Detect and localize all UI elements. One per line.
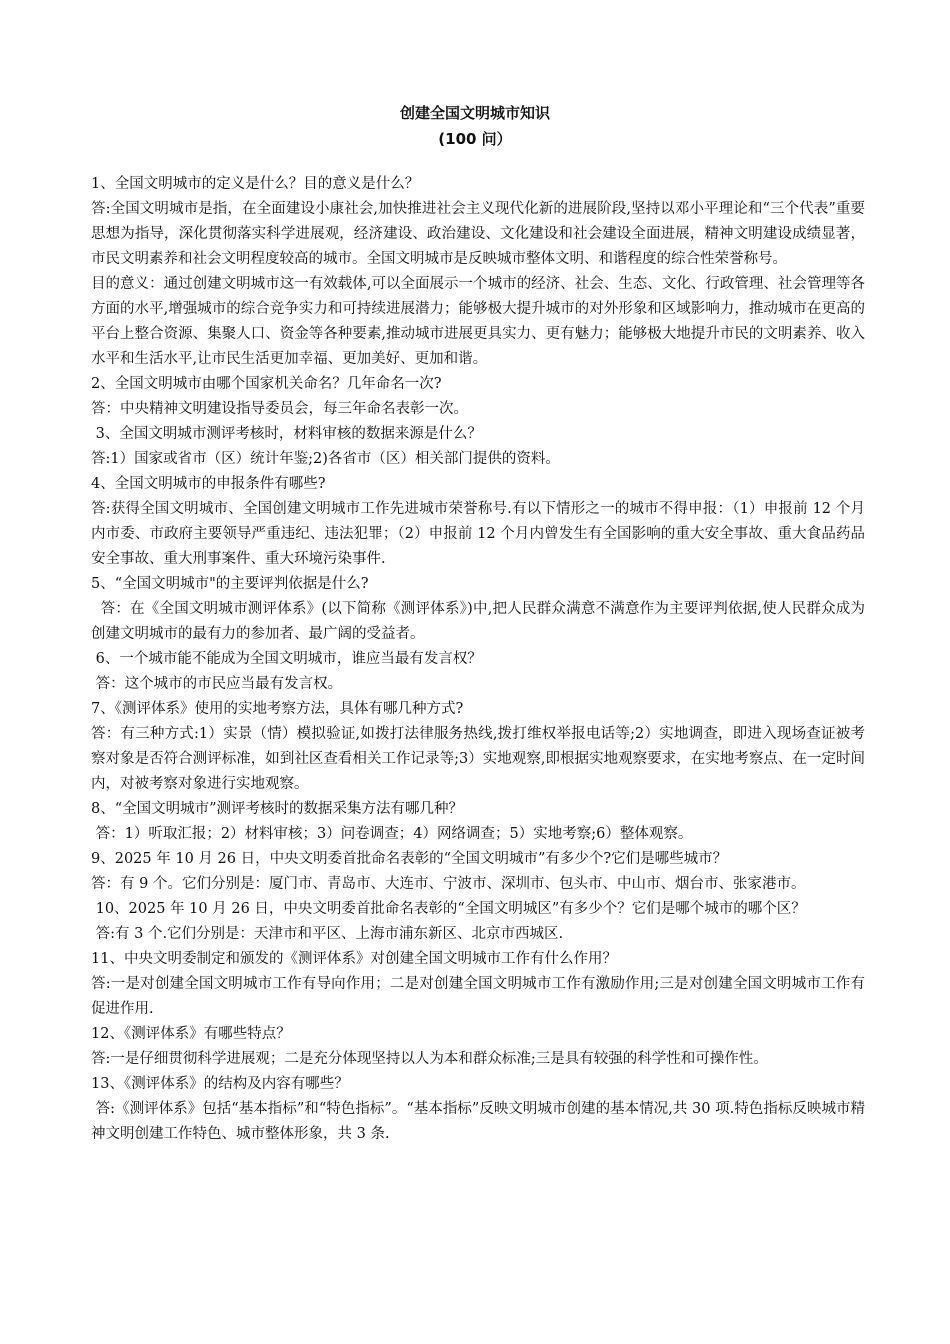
question-paragraph: 3、全国文明城市测评考核时，材料审核的数据来源是什么？ [91,426,482,442]
answer-paragraph: 答:全国文明城市是指，在全面建设小康社会,加快推进社会主义现代化新的进展阶段,坚持以邓小平理论和“三个代表”重要思想为指导，深化贯彻落实科学进展观，经济建设、政治建设、文化建设和社会建设全面进展，精神文明建设成绩显著，市民文明素养和社会文明程度较高的城市。全国文明城市是反映城市整体文明、和谐程度的综合性荣誉称号。 [91,201,865,267]
question-paragraph: 8、“全国文明城市”测评考核时的数据采集方法有哪几种？ [91,801,464,817]
document-title: 创建全国文明城市知识 [399,104,550,122]
answer-paragraph: 答:1）国家或省市（区）统计年鉴;2)各省市（区）相关部门提供的资料。 [91,451,560,467]
question-paragraph: 13、《测评体系》的结构及内容有哪些？ [91,1076,349,1092]
question-paragraph: 1、全国文明城市的定义是什么？目的意义是什么？ [91,176,420,192]
question-paragraph: 11、中央文明委制定和颁发的《测评体系》对创建全国文明城市工作有什么作用？ [91,951,617,967]
answer-paragraph: 答：1）听取汇报；2）材料审核；3）问卷调查；4）网络调查；5）实地考察;6）整体观察。 [91,826,693,842]
title-block [0,100,950,152]
question-paragraph: 10、2025 年 10 月 26 日，中央文明委首批命名表彰的“全国文明城区”有多少个？它们是哪个城市的哪个区？ [91,901,806,917]
answer-paragraph: 答：有三种方式:1）实景（情）模拟验证,如拨打法律服务热线,拨打维权举报电话等;2）实地调查，即进入现场查证被考察对象是否符合测评标准，如到社区查看相关工作记录等;3）实地观察,即根据实地观察要求，在实地考察点、在一定时间内，对被考察对象进行实地观察。 [91,726,865,792]
answer-paragraph: 答:一是仔细贯彻科学进展观；二是充分体现坚持以人为本和群众标准;三是具有较强的科学性和可操作性。 [91,1051,768,1067]
answer-paragraph: 答:有 3 个.它们分别是：天津市和平区、上海市浦东新区、北京市西城区. [91,926,564,942]
answer-paragraph: 答:一是对创建全国文明城市工作有导向作用；二是对创建全国文明城市工作有激励作用;三是对创建全国文明城市工作有促进作用. [91,976,865,1017]
answer-paragraph: 答：中央精神文明建设指导委员会，每三年命名表彰一次。 [91,401,468,417]
answer-paragraph: 答：在《全国文明城市测评体系》(以下简称《测评体系》)中,把人民群众满意不满意作为主要评判依据,使人民群众成为创建文明城市的最有力的参加者、最广阔的受益者。 [91,601,866,642]
question-paragraph: 7、《测评体系》使用的实地考察方法，具体有哪几种方式? [91,701,464,717]
document-subtitle: (100 问） [438,130,512,148]
answer-paragraph: 答：这个城市的市民应当最有发言权。 [91,676,343,692]
question-paragraph: 12、《测评体系》有哪些特点？ [91,1026,291,1042]
question-paragraph: 2、全国文明城市由哪个国家机关命名？几年命名一次? [91,376,442,392]
document-body [91,172,865,1147]
question-paragraph: 6、一个城市能不能成为全国文明城市，谁应当最有发言权？ [91,651,482,667]
answer-paragraph: 答:《测评体系》包括“基本指标”和“特色指标”。“基本指标”反映文明城市创建的基本情况,共 30 项.特色指标反映城市精神文明创建工作特色、城市整体形象，共 3 条. [91,1101,865,1142]
answer-paragraph: 答:获得全国文明城市、全国创建文明城市工作先进城市荣誉称号.有以下情形之一的城市不得申报：（1）申报前 12 个月内市委、市政府主要领导严重违纪、违法犯罪；（2）申报前 12 个月内曾发生有全国影响的重大安全事故、重大食品药品安全事故、重大刑事案件、重大环境污染事件. [91,501,865,567]
question-paragraph: 5、“全国文明城市"的主要评判依据是什么? [91,576,369,592]
question-paragraph: 9、2025 年 10 月 26 日，中央文明委首批命名表彰的“全国文明城市”有多少个?它们是哪些城市？ [91,851,728,867]
answer-paragraph: 答：有 9 个。它们分别是：厦门市、青岛市、大连市、宁波市、深圳市、包头市、中山市、烟台市、张家港市。 [91,876,806,892]
paragraph: 目的意义：通过创建文明城市这一有效载体,可以全面展示一个城市的经济、社会、生态、文化、行政管理、社会管理等各方面的水平,增强城市的综合竞争实力和可持续进展潜力；能够极大提升城市的对外形象和区域影响力，推动城市在更高的平台上整合资源、集聚人口、资金等各种要素,推动城市进展更具实力、更有魅力；能够极大地提升市民的文明素养、收入水平和生活水平,让市民生活更加幸福、更加美好、更加和谐。 [91,276,865,367]
question-paragraph: 4、全国文明城市的申报条件有哪些? [91,476,326,492]
